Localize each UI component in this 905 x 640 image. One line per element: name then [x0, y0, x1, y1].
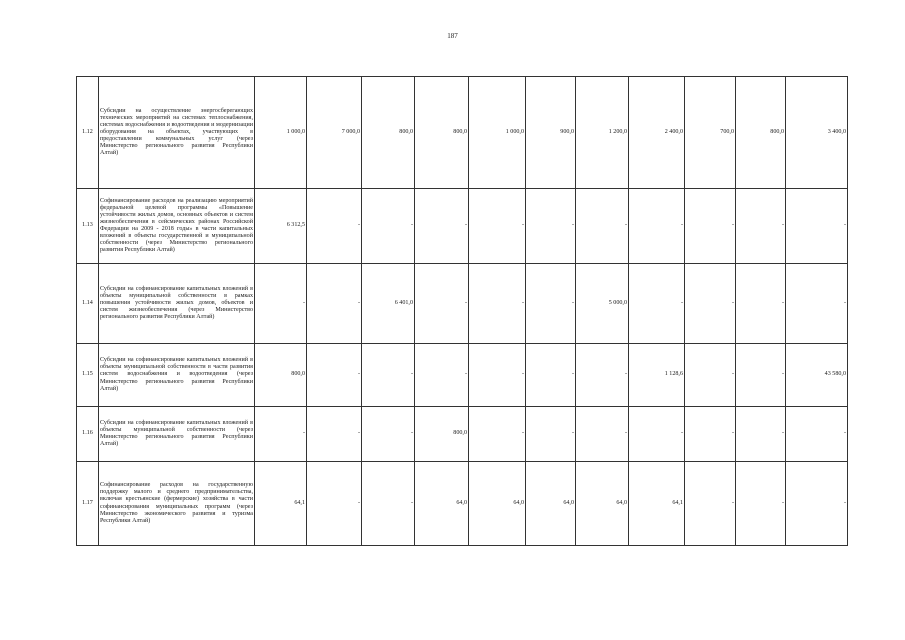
value-cell: -	[362, 344, 415, 407]
value-cell: 64,1	[255, 462, 307, 546]
page-number: 187	[447, 32, 458, 40]
value-cell: 6 401,0	[362, 264, 415, 344]
value-cell: -	[307, 344, 362, 407]
value-cell: -	[736, 264, 786, 344]
value-cell: 5 000,0	[576, 264, 629, 344]
value-cell: 64,0	[526, 462, 576, 546]
row-number: 1.14	[77, 264, 99, 344]
value-cell: -	[469, 344, 526, 407]
value-cell: -	[307, 407, 362, 462]
value-cell: -	[629, 189, 685, 264]
value-cell: 800,0	[736, 77, 786, 189]
value-cell: -	[307, 462, 362, 546]
value-cell: -	[526, 407, 576, 462]
row-description: Субсидии на софинансирование капитальных вложений в объекты муниципальной собственности (через Министерство регионального развития Республики Алтай)	[99, 407, 255, 462]
table-row	[77, 77, 848, 189]
value-cell: -	[526, 344, 576, 407]
value-cell: 43 580,0	[786, 344, 848, 407]
value-cell: 800,0	[255, 344, 307, 407]
value-cell: -	[736, 189, 786, 264]
table-row	[77, 264, 848, 344]
value-cell: -	[307, 264, 362, 344]
value-cell: 800,0	[415, 77, 469, 189]
value-cell: 1 128,6	[629, 344, 685, 407]
value-cell: 7 000,0	[307, 77, 362, 189]
value-cell: 64,1	[629, 462, 685, 546]
value-cell: 800,0	[362, 77, 415, 189]
value-cell: -	[629, 264, 685, 344]
value-cell: 900,0	[526, 77, 576, 189]
value-cell: -	[255, 407, 307, 462]
value-cell: -	[469, 189, 526, 264]
value-cell: -	[415, 264, 469, 344]
value-cell: -	[526, 264, 576, 344]
value-cell: -	[629, 407, 685, 462]
row-description: Софинансирование расходов на реализацию мероприятий федеральной целевой программы «Повышение устойчивости жилых домов, основных объектов и систем жизнеобеспечения в сейсмических районах Российской Федерации на 2009 - 2018 годы» в части капитальных вложений в объекты государственной и муниципальной собственности (через Министерство регионального развития Республики Алтай)	[99, 189, 255, 264]
value-cell: -	[307, 189, 362, 264]
value-cell: -	[415, 344, 469, 407]
value-cell: -	[786, 264, 848, 344]
value-cell: -	[685, 189, 736, 264]
value-cell: -	[362, 462, 415, 546]
value-cell: -	[576, 189, 629, 264]
table-body	[77, 77, 848, 546]
row-number: 1.15	[77, 344, 99, 407]
value-cell: -	[736, 407, 786, 462]
value-cell: -	[685, 264, 736, 344]
value-cell: 64,0	[576, 462, 629, 546]
value-cell: -	[786, 407, 848, 462]
value-cell: -	[685, 462, 736, 546]
row-number: 1.16	[77, 407, 99, 462]
value-cell: -	[362, 189, 415, 264]
value-cell: -	[685, 344, 736, 407]
value-cell: -	[576, 407, 629, 462]
row-description: Субсидии на софинансирование капитальных вложений в объекты муниципальной собственности в рамках повышения устойчивости жилых домов, объектов и систем жизнеобеспечения (через Министерство регионального развития Республики Алтай)	[99, 264, 255, 344]
row-number: 1.17	[77, 462, 99, 546]
value-cell: -	[362, 407, 415, 462]
value-cell: -	[469, 264, 526, 344]
value-cell: -	[255, 264, 307, 344]
row-description: Софинансирование расходов на государственную поддержку малого и среднего предпринимательства, включая крестьянские (фермерские) хозяйства в части софинансирования муниципальных программ (через Министерство экономического развития и туризма Республики Алтай)	[99, 462, 255, 546]
budget-table	[76, 76, 848, 546]
value-cell: 3 400,0	[786, 77, 848, 189]
value-cell: -	[469, 407, 526, 462]
value-cell: -	[736, 344, 786, 407]
value-cell: -	[685, 407, 736, 462]
table-row	[77, 462, 848, 546]
value-cell: 800,0	[415, 407, 469, 462]
value-cell: 2 400,0	[629, 77, 685, 189]
row-description: Субсидии на осуществление энергосберегающих технических мероприятий на системах теплоснабжения, системах водоснабжения и водоотведения и модернизации оборудования на объектах, участвующих в предоставлении коммунальных услуг (через Министерство регионального развития Республики Алтай)	[99, 77, 255, 189]
row-description: Субсидии на софинансирование капитальных вложений в объекты муниципальной собственности в части развития систем водоснабжения и водоотведения (через Министерство регионального развития Республики Алтай)	[99, 344, 255, 407]
value-cell: 1 000,0	[255, 77, 307, 189]
value-cell: 1 200,0	[576, 77, 629, 189]
value-cell: 64,0	[415, 462, 469, 546]
value-cell: 1 000,0	[469, 77, 526, 189]
value-cell: 700,0	[685, 77, 736, 189]
table-row	[77, 189, 848, 264]
row-number: 1.13	[77, 189, 99, 264]
table-row	[77, 407, 848, 462]
value-cell: -	[786, 189, 848, 264]
value-cell: 6 312,5	[255, 189, 307, 264]
value-cell: 64,0	[469, 462, 526, 546]
table-row	[77, 344, 848, 407]
row-number: 1.12	[77, 77, 99, 189]
value-cell: -	[736, 462, 786, 546]
value-cell: -	[526, 189, 576, 264]
value-cell: -	[576, 344, 629, 407]
value-cell: -	[415, 189, 469, 264]
value-cell: -	[786, 462, 848, 546]
